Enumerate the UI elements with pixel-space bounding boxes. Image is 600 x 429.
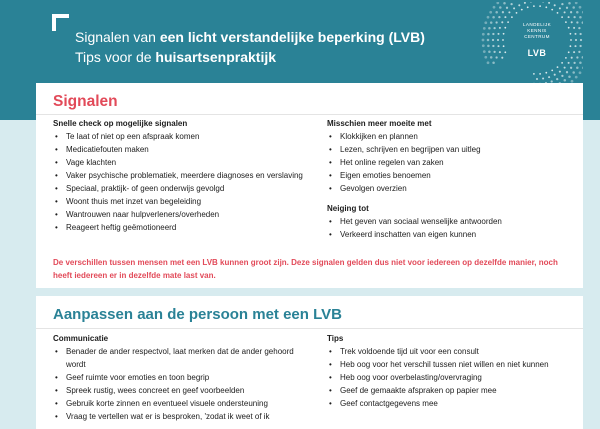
aanpassen-card — [36, 296, 583, 429]
list-item: • Benader de ander respectvol, laat merken dat de ander gehoord wordt — [53, 346, 299, 372]
list-item: • Geef ruimte voor emoties en toon begrip — [53, 372, 299, 385]
list-item: • Te laat of niet op een afspraak komen — [53, 131, 313, 144]
signalen-card — [36, 83, 583, 288]
list-item: • Gebruik korte zinnen en eventueel visuele ondersteuning — [53, 398, 299, 411]
list-item: • Woont thuis met inzet van begeleiding — [53, 196, 313, 209]
aanpassen-right-column — [327, 333, 563, 411]
list-item: • Wantrouwen naar hulpverleners/overheden — [53, 209, 313, 222]
signalen-right-list2 — [327, 216, 577, 242]
list-item: • Geef de gemaakte afspraken op papier mee — [327, 385, 563, 398]
aanpassen-left-column — [53, 333, 299, 424]
logo-text — [508, 22, 566, 40]
list-item: • Het geven van sociaal wenselijke antwoorden — [327, 216, 577, 229]
list-item: • Spreek rustig, wees concreet en geef voorbeelden — [53, 385, 299, 398]
list-item: • Vraag te vertellen wat er is besproken, 'zodat ik weet of ik — [53, 411, 299, 424]
signalen-right-heading1: Misschien meer moeite met — [327, 119, 432, 128]
list-item: • Speciaal, praktijk- of geen onderwijs gevolgd — [53, 183, 313, 196]
corner-bracket-icon — [52, 14, 69, 31]
title-line2-prefix: Tips voor de — [75, 49, 156, 65]
aanpassen-right-list — [327, 346, 563, 411]
logo-text-line: KENNIS — [527, 28, 547, 33]
aanpassen-left-list — [53, 346, 299, 423]
signalen-right-list1 — [327, 131, 577, 196]
aanpassen-right-heading: Tips — [327, 334, 344, 343]
title-line1-prefix: Signalen van — [75, 29, 160, 45]
list-item: • Lezen, schrijven en begrijpen van uitleg — [327, 144, 577, 157]
list-item: • Gevolgen overzien — [327, 183, 577, 196]
signalen-right-heading2: Neiging tot — [327, 203, 369, 213]
aanpassen-left-heading: Communicatie — [53, 334, 109, 343]
signalen-left-list — [53, 131, 313, 234]
list-item: • Trek voldoende tijd uit voor een consult — [327, 346, 563, 359]
list-item: • Verkeerd inschatten van eigen kunnen — [327, 229, 577, 242]
card-divider — [36, 328, 583, 329]
list-item: • Vaker psychische problematiek, meerdere diagnoses en verslaving — [53, 170, 313, 183]
title-line2-bold: huisartsenpraktijk — [155, 49, 277, 65]
logo-text-line: LANDELIJK — [522, 22, 552, 27]
logo-text-line: CENTRUM — [524, 34, 550, 39]
signalen-left-column — [53, 118, 313, 235]
card-divider — [36, 114, 583, 115]
spacer — [327, 196, 577, 203]
list-item: • Reageert heftig geëmotioneerd — [53, 222, 313, 235]
list-item: • Heb oog voor het verschil tussen niet willen en niet kunnen — [327, 359, 563, 372]
warning-text: De verschillen tussen mensen met een LVB kunnen groot zijn. Deze signalen gelden dus niet voor iedereen op dezelfde manier, noch heeft iedereen er in dezelfde mate last van. — [53, 258, 558, 280]
title-line1-bold: een licht verstandelijke beperking (LVB) — [159, 29, 425, 45]
list-item: • Heb oog voor overbelasting/overvraging — [327, 372, 563, 385]
signalen-left-heading: Snelle check op mogelijke signalen — [53, 119, 188, 128]
list-item: • Medicatiefouten maken — [53, 144, 313, 157]
signalen-title: Signalen — [53, 93, 118, 110]
page-title — [75, 27, 425, 67]
aanpassen-title: Aanpassen aan de persoon met een LVB — [53, 306, 342, 323]
list-item: • Het online regelen van zaken — [327, 157, 577, 170]
logo-lvb: LVB — [527, 48, 547, 58]
list-item: • Geef contactgegevens mee — [327, 398, 563, 411]
list-item: • Klokkijken en plannen — [327, 131, 577, 144]
signalen-right-column — [327, 118, 577, 242]
list-item: • Eigen emoties benoemen — [327, 170, 577, 183]
list-item: • Vage klachten — [53, 157, 313, 170]
